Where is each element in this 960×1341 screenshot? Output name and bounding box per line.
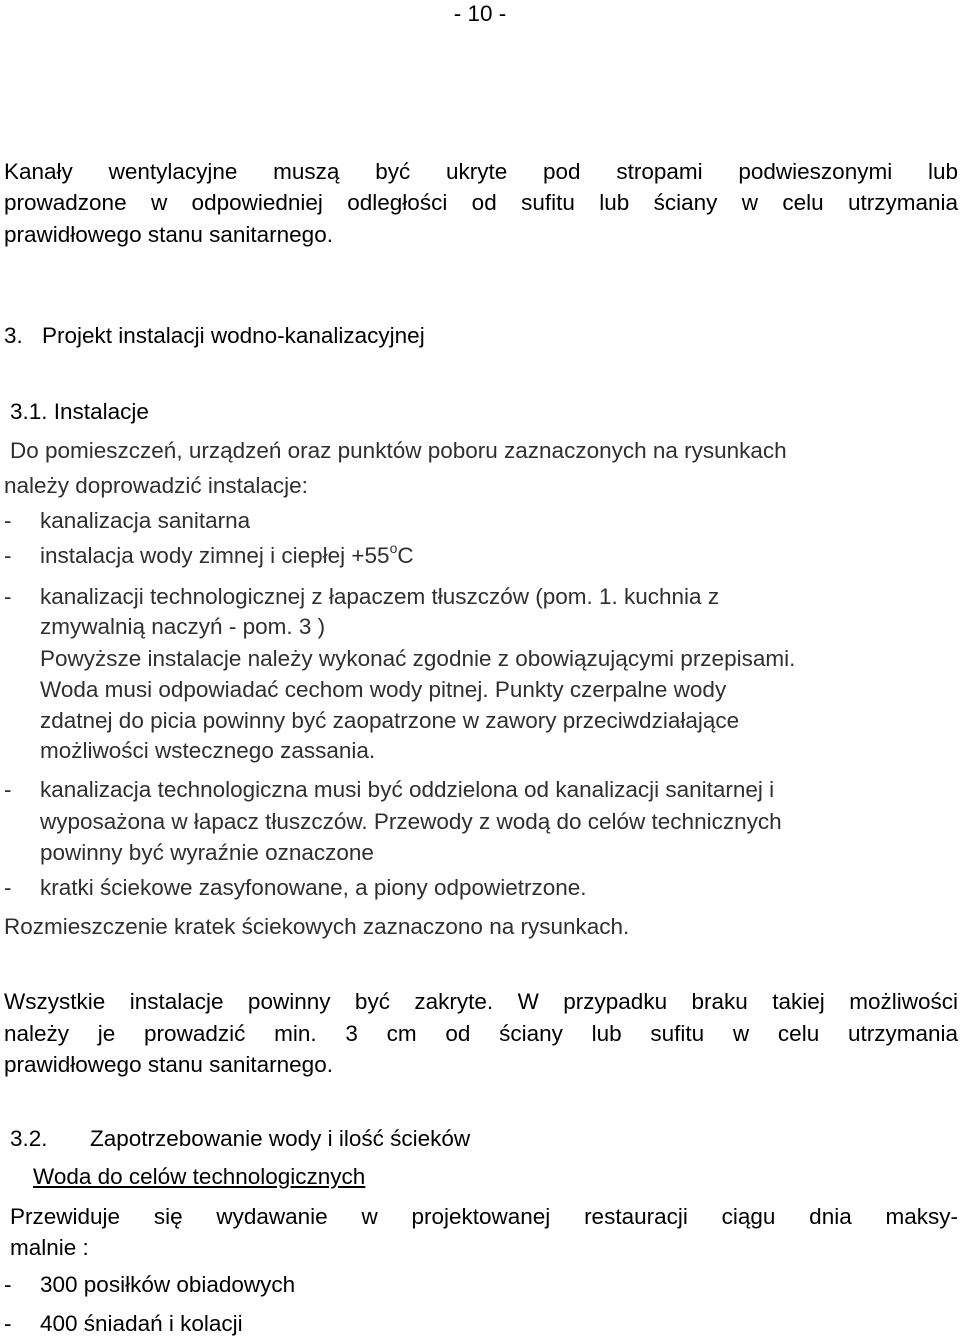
list-item-text: 300 posiłków obiadowych bbox=[40, 1272, 296, 1297]
text-line: prowadzone w odpowiedniej odległości od sufitu lub ściany w celu utrzymania bbox=[4, 190, 958, 215]
text-line: wyposażona w łapacz tłuszczów. Przewody z wodą do celów technicznych bbox=[40, 809, 782, 834]
list-item-text: kanalizacja technologiczna musi być oddzielona od kanalizacji sanitarnej i bbox=[40, 777, 775, 802]
section-title: Projekt instalacji wodno-kanalizacyjnej bbox=[42, 323, 425, 348]
list-dash: - bbox=[4, 543, 12, 568]
list-dash: - bbox=[4, 508, 12, 533]
list-dash: - bbox=[4, 584, 12, 609]
list-dash: - bbox=[4, 777, 12, 802]
text-line: prawidłowego stanu sanitarnego. bbox=[4, 1052, 333, 1077]
list-item-text: kanalizacji technologicznej z łapaczem tłuszczów (pom. 1. kuchnia z bbox=[40, 584, 720, 609]
list-item-text bbox=[40, 539, 414, 570]
text-line: Przewiduje się wydawanie w projektowanej restauracji ciągu dnia maksy- bbox=[10, 1204, 958, 1229]
section-number: 3. bbox=[4, 323, 23, 348]
text-line: Rozmieszczenie kratek ściekowych zaznaczono na rysunkach. bbox=[4, 914, 630, 939]
text-line: Kanały wentylacyjne muszą być ukryte pod stropami podwieszonymi lub bbox=[4, 159, 958, 184]
text-line: zmywalnią naczyń - pom. 3 ) bbox=[40, 614, 326, 639]
text-line: zdatnej do picia powinny być zaopatrzone w zawory przeciwdziałające bbox=[40, 708, 740, 733]
subheading: Woda do celów technologicznych bbox=[33, 1164, 366, 1189]
degree-sup: o bbox=[389, 539, 398, 556]
section-number: 3.1. bbox=[10, 399, 48, 424]
section-title: Zapotrzebowanie wody i ilość ścieków bbox=[90, 1126, 471, 1151]
text-line: należy doprowadzić instalacje: bbox=[4, 473, 308, 498]
list-item-text: 400 śniadań i kolacji bbox=[40, 1311, 243, 1336]
list-dash: - bbox=[4, 1311, 12, 1336]
list-item-text: kratki ściekowe zasyfonowane, a piony odpowietrzone. bbox=[40, 875, 587, 900]
section-number: 3.2. bbox=[10, 1126, 48, 1151]
text-line: malnie : bbox=[10, 1235, 89, 1260]
section-title: Instalacje bbox=[53, 399, 149, 424]
section-3-1-heading bbox=[10, 398, 149, 426]
list-dash: - bbox=[4, 1272, 12, 1297]
text-line: Wszystkie instalacje powinny być zakryte. W przypadku braku takiej możliwości bbox=[4, 989, 958, 1014]
page-number: - 10 - bbox=[453, 1, 507, 26]
text-line: prawidłowego stanu sanitarnego. bbox=[4, 222, 333, 247]
text-line: możliwości wstecznego zassania. bbox=[40, 738, 376, 763]
text-line: powinny być wyraźnie oznaczone bbox=[40, 840, 374, 865]
text-line: Woda musi odpowiadać cechom wody pitnej. Punkty czerpalne wody bbox=[40, 677, 727, 702]
text-run: instalacja wody zimnej i ciepłej +55 bbox=[40, 543, 390, 568]
text-line: Powyższe instalacje należy wykonać zgodnie z obowiązującymi przepisami. bbox=[40, 646, 796, 671]
text-line: należy je prowadzić min. 3 cm od ściany lub sufitu w celu utrzymania bbox=[4, 1021, 958, 1046]
text-run: C bbox=[397, 543, 414, 568]
list-item-text: kanalizacja sanitarna bbox=[40, 508, 251, 533]
list-dash: - bbox=[4, 875, 12, 900]
text-line: Do pomieszczeń, urządzeń oraz punktów poboru zaznaczonych na rysunkach bbox=[10, 438, 787, 463]
